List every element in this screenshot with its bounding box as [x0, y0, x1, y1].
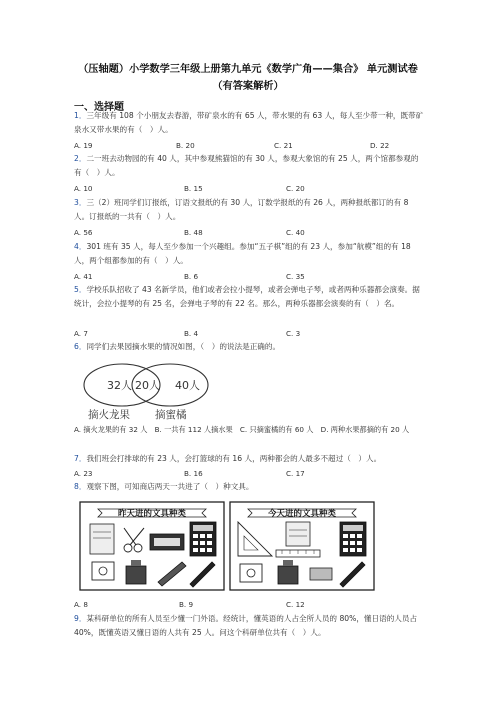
notebook-icon [286, 522, 310, 546]
option-c: C. 35 [286, 272, 305, 281]
document-subtitle: （有答案解析） [212, 81, 284, 92]
question-number: 7． [74, 454, 87, 463]
question-2 [74, 152, 424, 180]
question-4 [74, 240, 424, 268]
question-text: 301 班有 35 人，每人至少参加一个兴趣组。参加“五子棋”组的有 23 人，参加“航模”组的有 18 人，两个组都参加的有（ ）人。 [74, 242, 411, 265]
question-5 [74, 283, 424, 311]
option-a: A. 7 [74, 329, 88, 338]
question-number: 4． [74, 242, 87, 251]
question-number: 8． [74, 482, 87, 491]
option-a: A. 56 [74, 228, 93, 237]
question-9 [74, 612, 424, 640]
question-number: 1． [74, 111, 87, 120]
option-c: C. 20 [286, 184, 305, 193]
eraser-icon [310, 568, 332, 580]
question-3-options [74, 228, 424, 240]
option-a: A. 19 [74, 141, 93, 150]
option-b: B. 20 [176, 141, 195, 150]
option-c: C. 3 [286, 329, 301, 338]
question-7 [74, 452, 424, 466]
venn-diagram [80, 360, 220, 422]
question-text: 二一班去动物园的有 40 人，其中参观熊猫馆的有 30 人，参观大象馆的有 25 人，两个馆都参观的有（ ）人。 [74, 154, 419, 177]
left-panel-title: 昨天进的文具种类 [117, 509, 187, 519]
question-text: 我们班会打排球的有 23 人，会打篮球的有 16 人，两种都会的人最多不超过（ ）人。 [86, 454, 382, 463]
venn-right-label: 摘蜜橘 [155, 409, 187, 421]
option-c: C. 21 [274, 141, 293, 150]
question-number: 5． [74, 285, 87, 294]
question-number: 3． [74, 198, 87, 207]
question-number: 2． [74, 154, 87, 163]
question-text: 三（2）班同学们订报纸，订语文报纸的有 30 人，订数学报纸的有 26 人，两种报纸都订的有 8 人。订报纸的一共有（ ）人。 [74, 198, 409, 221]
option-d: D. 22 [370, 141, 390, 150]
pencil-case-icon [150, 534, 184, 550]
venn-middle-value: 20人 [135, 379, 160, 392]
question-1 [74, 109, 424, 137]
question-text: 某科研单位的所有人员至少懂一门外语。经统计，懂英语的人占全所人员的 80%，懂日语的人员占 40%，既懂英语又懂日语的人共有 25 人。问这个科研单位共有（ ）人。 [74, 614, 418, 637]
option-b: B. 6 [184, 272, 199, 281]
question-text: 观察下图，可知商店两天一共进了（ ）种文具。 [86, 482, 254, 491]
section-heading: 一、选择题 [74, 102, 124, 113]
question-3 [74, 196, 424, 224]
option-b: B. 9 [179, 600, 194, 609]
question-6 [74, 340, 424, 354]
question-text: 学校乐队招收了 43 名新学员，他们或者会拉小提琴，或者会弹电子琴，或者两种乐器都会演奏。据统计，会拉小提琴的有 25 名，会弹电子琴的有 22 名。那么，两种乐器都会演奏的有（ ）名。 [74, 285, 420, 308]
calculator-icon [190, 522, 216, 556]
pencil-sharpener-icon [240, 564, 262, 582]
venn-right-value: 40人 [175, 379, 200, 392]
question-6-options: A. 摘火龙果的有 32 人 B. 一共有 112 人摘水果 C. 只摘蜜橘的有 60 人 D. 两种水果都摘的有 20 人 [74, 425, 410, 434]
document-title: （压轴题）小学数学三年级上册第九单元《数学广角——集合》 单元测试卷 [78, 64, 418, 75]
option-c: C. 17 [286, 469, 305, 478]
venn-left-value: 32人 [107, 379, 132, 392]
option-a: A. 10 [74, 184, 93, 193]
option-c: C. 40 [286, 228, 305, 237]
question-number: 6． [74, 342, 87, 351]
option-a: A. 23 [74, 469, 93, 478]
venn-left-label: 摘火龙果 [88, 409, 130, 421]
option-b: B. 4 [184, 329, 199, 338]
right-panel-title: 今天进的文具种类 [267, 509, 337, 519]
option-b: B. 15 [184, 184, 203, 193]
pencil-sharpener-icon [92, 562, 114, 580]
question-number: 9． [74, 614, 87, 623]
question-2-options [74, 184, 424, 196]
ruler-icon [276, 550, 320, 557]
option-c: C. 12 [286, 600, 305, 609]
question-text: 三年级有 108 个小朋友去春游，带矿泉水的有 65 人，带水果的有 63 人，每人至少带一种，既带矿泉水又带水果的有（ ）人。 [74, 111, 424, 134]
option-a: A. 8 [74, 600, 88, 609]
stationery-figure [78, 500, 378, 592]
calculator-icon [340, 522, 366, 556]
question-8-options [74, 600, 424, 612]
option-b: B. 48 [184, 228, 203, 237]
question-text: 同学们去果园摘水果的情况如图，（ ）的说法是正确的。 [86, 342, 281, 351]
question-8 [74, 480, 424, 494]
option-b: B. 16 [184, 469, 203, 478]
notebook-icon [90, 524, 114, 554]
option-a: A. 41 [74, 272, 93, 281]
